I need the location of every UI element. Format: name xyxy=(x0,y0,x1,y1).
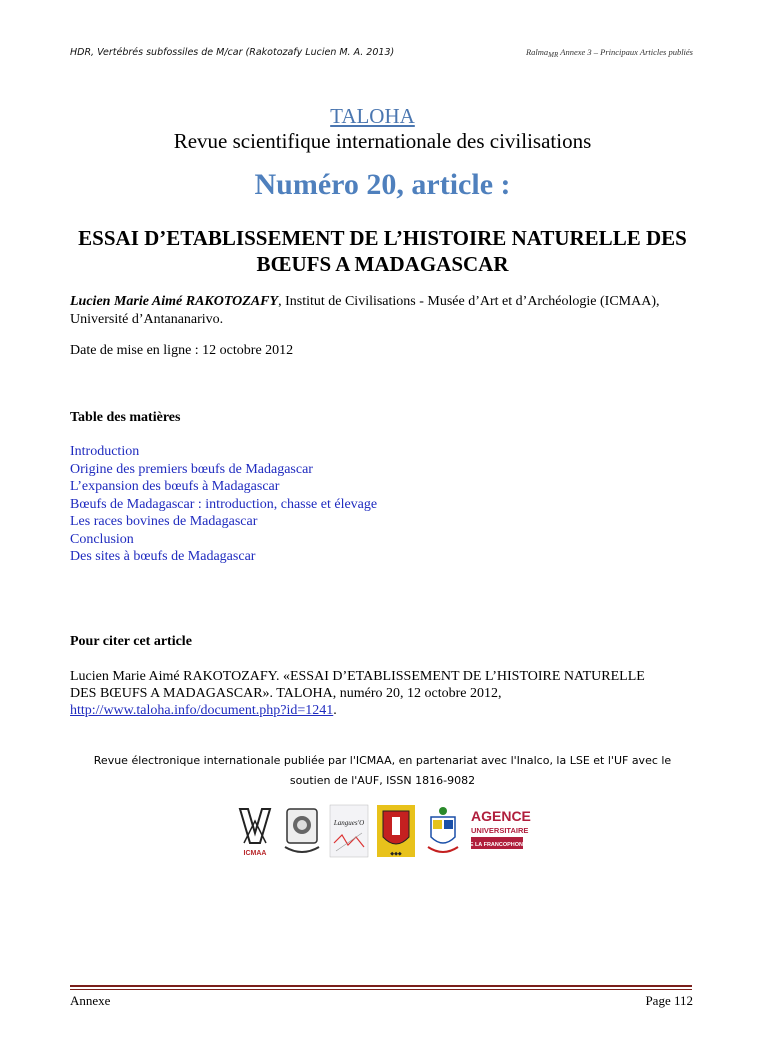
footer-left: Annexe xyxy=(70,993,111,1008)
citation-trailing: . xyxy=(333,703,337,718)
auf-logo-line-3: DE LA FRANCOPHONIE xyxy=(465,842,529,848)
toc-item[interactable]: Origine des premiers bœufs de Madagascar xyxy=(70,461,313,477)
header-right-suffix: Annexe 3 – Principaux Articles publiés xyxy=(558,47,693,57)
author-line xyxy=(70,293,670,329)
auf-logo-line-2: UNIVERSITAIRE xyxy=(471,826,529,835)
online-date: Date de mise en ligne : 12 octobre 2012 xyxy=(70,343,294,358)
citation-body: Lucien Marie Aimé RAKOTOZAFY. «ESSAI D’ETABLISSEMENT DE L’HISTOIRE NATURELLE DES BŒUFS A MADAGASCAR». TALOHA, numéro 20, 12 octobre 2012, xyxy=(70,669,645,701)
toc-item[interactable]: Conclusion xyxy=(70,531,134,547)
publisher-line-2: soutien de l'AUF, ISSN 1816-9082 xyxy=(289,774,476,787)
inalco-logo-label: Langues'O xyxy=(333,819,365,827)
footer-divider xyxy=(70,985,692,987)
auf-logo-line-1: AGENCE xyxy=(471,808,531,824)
page-number: Page 112 xyxy=(645,993,693,1008)
toc-item[interactable]: Introduction xyxy=(70,444,140,459)
lse-shield-logo xyxy=(375,803,417,859)
publisher-line-1: Revue électronique internationale publiée par l'ICMAA, en partenariat avec l'Inalco, la LSE et l'UF avec le xyxy=(93,754,672,767)
svg-text:◆◆◆: ◆◆◆ xyxy=(390,851,402,857)
citation-heading: Pour citer cet article xyxy=(70,634,192,649)
auf-agence-logo xyxy=(465,803,531,859)
issue-heading: Numéro 20, article : xyxy=(254,168,511,201)
running-header-left: HDR, Vertébrés subfossiles de M/car (Rakotozafy Lucien M. A. 2013) xyxy=(70,47,395,58)
inalco-langues-logo xyxy=(328,803,370,859)
citation-text xyxy=(70,668,670,719)
uf-emblem-logo xyxy=(422,803,464,859)
footer-divider-thin xyxy=(70,989,692,990)
partner-logos xyxy=(234,803,531,859)
icmaa-logo xyxy=(234,803,276,859)
university-seal-logo xyxy=(281,803,323,859)
table-of-contents xyxy=(70,443,377,566)
author-name: Lucien Marie Aimé RAKOTOZAFY xyxy=(70,294,279,309)
icmaa-logo-label: ICMAA xyxy=(243,850,267,857)
publisher-note xyxy=(80,751,685,791)
running-header-right xyxy=(526,47,693,59)
toc-heading: Table des matières xyxy=(70,410,181,425)
journal-subtitle: Revue scientifique internationale des civilisations xyxy=(173,129,592,153)
toc-item[interactable]: Des sites à bœufs de Madagascar xyxy=(70,549,256,564)
toc-item[interactable]: Les races bovines de Madagascar xyxy=(70,514,258,529)
journal-name-link[interactable]: TALOHA xyxy=(330,104,415,128)
article-title: ESSAI D’ETABLISSEMENT DE L’HISTOIRE NATURELLE DES BŒUFS A MADAGASCAR xyxy=(78,226,687,276)
citation-link[interactable]: http://www.taloha.info/document.php?id=1241 xyxy=(70,703,334,718)
author-affiliation: , Institut de Civilisations - Musée d’Art et d’Archéologie (ICMAA), Université d’Antananarivo. xyxy=(70,294,660,327)
toc-item[interactable]: L’expansion des bœufs à Madagascar xyxy=(70,479,280,494)
toc-item[interactable]: Bœufs de Madagascar : introduction, chasse et élevage xyxy=(70,496,378,512)
header-right-subscript: MR xyxy=(548,51,559,59)
header-right-prefix: Ralma xyxy=(525,47,549,57)
